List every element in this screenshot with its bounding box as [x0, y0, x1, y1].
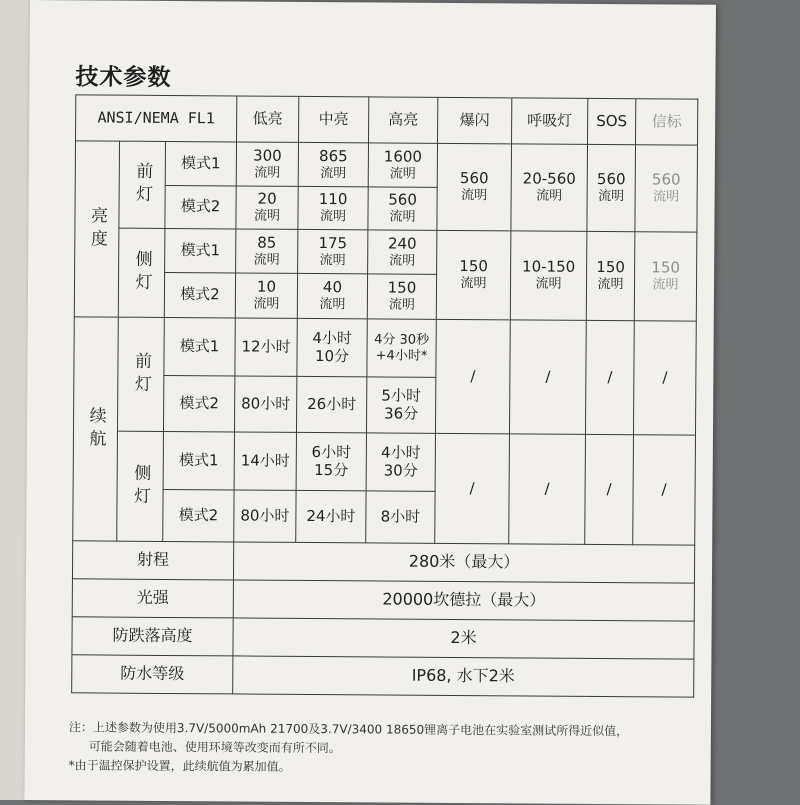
lumen-unit: 流明	[253, 252, 280, 268]
lumen-unit: 流明	[319, 209, 347, 225]
group-runtime: 续航	[73, 317, 119, 541]
lumen-unit: 流明	[253, 208, 281, 224]
lumen-unit: 流明	[460, 276, 487, 292]
na-cell: /	[633, 435, 696, 545]
header-mid: 中亮	[299, 96, 369, 142]
lumen-unit: 流明	[319, 252, 346, 268]
lumen-unit: 流明	[461, 188, 488, 204]
runtime-value: 6小时	[311, 442, 352, 462]
light-front: 前灯	[119, 141, 166, 228]
lumen-value: 10-150	[522, 257, 576, 277]
mode-label: 模式1	[164, 317, 235, 375]
lumen-value: 150	[651, 258, 681, 278]
runtime-value: 4分 30秒	[374, 332, 430, 348]
runtime-value: 10分	[314, 346, 350, 365]
summary-label: 防水等级	[72, 655, 233, 694]
summary-row-intensity	[72, 579, 694, 621]
summary-label: 防跌落高度	[72, 617, 233, 656]
mode-label: 模式2	[163, 375, 234, 431]
lumen-value: 560	[388, 190, 417, 210]
lumen-cell	[634, 232, 697, 321]
runtime-value: 14小时	[234, 432, 296, 490]
lumen-unit: 流明	[320, 165, 347, 181]
footnotes	[69, 718, 709, 779]
summary-row-impact	[72, 617, 694, 659]
header-breathing: 呼吸灯	[512, 98, 588, 145]
lumen-unit: 流明	[598, 189, 625, 205]
group-brightness: 亮度	[74, 141, 119, 317]
lumen-value: 85	[257, 233, 277, 252]
lumen-unit: 流明	[388, 297, 415, 313]
summary-row-waterproof	[72, 655, 694, 697]
summary-row-range	[72, 541, 694, 583]
runtime-value: 15分	[314, 460, 349, 479]
lumen-cell	[298, 229, 368, 273]
runtime-value: 80小时	[234, 490, 296, 542]
lumen-cell	[235, 273, 297, 318]
lumen-unit: 流明	[535, 276, 562, 292]
header-standard: ANSI/NEMA FL1	[76, 95, 237, 142]
runtime-cell	[366, 433, 435, 491]
lumen-cell	[368, 143, 437, 187]
spec-table	[71, 94, 698, 697]
lumen-value: 20	[257, 190, 277, 209]
runtime-cell	[366, 377, 435, 433]
summary-value: 280米（最大）	[233, 542, 694, 583]
mode-label: 模式2	[165, 185, 236, 228]
brightness-front-m1-row	[75, 141, 697, 189]
runtime-cell	[296, 432, 366, 490]
lumen-value: 560	[596, 170, 626, 189]
runtime-value: 4小时	[312, 328, 352, 348]
light-side: 侧灯	[118, 228, 165, 317]
footnote-line: *由于温控保护设置，此续航值为累加值。	[68, 758, 291, 774]
runtime-side-m1-row	[73, 431, 695, 493]
mode-label: 模式1	[165, 228, 236, 272]
lumen-unit: 流明	[597, 277, 624, 293]
lumen-cell	[587, 144, 636, 231]
na-cell: /	[509, 320, 586, 435]
runtime-value: 24小时	[296, 490, 366, 542]
mode-label: 模式1	[165, 141, 236, 185]
lumen-value: 10	[256, 278, 277, 297]
header-row	[76, 95, 698, 145]
lumen-cell	[298, 142, 368, 186]
lumen-unit: 流明	[254, 165, 281, 181]
runtime-value: 26小时	[296, 376, 366, 432]
runtime-value: 8小时	[366, 491, 435, 543]
summary-value: 20000坎德拉（最大）	[233, 580, 694, 621]
mode-label: 模式2	[163, 489, 234, 541]
lumen-value: 150	[596, 258, 626, 277]
manual-page	[24, 0, 716, 805]
mode-label: 模式2	[164, 272, 235, 317]
runtime-value: 80小时	[234, 376, 296, 432]
header-sos: SOS	[588, 98, 636, 144]
header-low: 低亮	[237, 96, 299, 142]
lumen-value: 1600	[383, 147, 423, 166]
lumen-unit: 流明	[389, 166, 416, 182]
lumen-cell	[437, 143, 512, 231]
lumen-unit: 流明	[389, 253, 416, 269]
na-cell: /	[435, 319, 510, 434]
runtime-value: +4小时*	[375, 347, 428, 364]
runtime-value: 30分	[383, 460, 418, 480]
lumen-unit: 流明	[653, 189, 680, 205]
lumen-value: 300	[253, 146, 282, 165]
lumen-cell	[368, 230, 437, 274]
lumen-cell	[436, 230, 511, 320]
lumen-value: 240	[387, 234, 417, 253]
lumen-cell	[635, 145, 698, 232]
runtime-value: 5小时	[381, 386, 422, 405]
lumen-value: 175	[318, 234, 348, 253]
lumen-unit: 流明	[319, 297, 346, 313]
light-front: 前灯	[117, 317, 164, 431]
lumen-unit: 流明	[253, 296, 280, 312]
lumen-value: 20-560	[522, 169, 576, 189]
na-cell: /	[585, 434, 634, 544]
footnote-line: 注：上述参数为使用3.7V/5000mAh 21700及3.7V/3400 18650锂离子电池在实验室测试所得近似值，	[68, 720, 629, 739]
lumen-cell	[236, 142, 298, 186]
summary-label: 射程	[72, 541, 233, 580]
lumen-value: 560	[651, 170, 681, 190]
na-cell: /	[585, 320, 634, 434]
lumen-cell	[297, 273, 367, 318]
runtime-value: 36分	[384, 403, 419, 423]
lumen-value: 150	[387, 278, 417, 298]
runtime-value: 12小时	[235, 318, 297, 376]
lumen-unit: 流明	[389, 209, 416, 225]
brightness-side-m1-row	[75, 228, 697, 276]
lumen-cell	[368, 187, 437, 230]
runtime-front-m1-row	[74, 317, 696, 379]
summary-value: IP68, 水下2米	[233, 656, 694, 697]
lumen-value: 40	[322, 278, 343, 297]
lumen-cell	[510, 231, 587, 321]
lumen-unit: 流明	[536, 188, 563, 204]
mode-label: 模式1	[163, 431, 234, 489]
light-side: 侧灯	[117, 431, 164, 541]
na-cell: /	[509, 434, 586, 545]
summary-label: 光强	[72, 579, 233, 618]
lumen-cell	[511, 144, 588, 232]
lumen-value: 150	[459, 257, 489, 276]
footnote-line: 可能会随着电池、使用环境等改变而有所不同。	[88, 739, 341, 756]
lumen-value: 865	[319, 147, 348, 166]
lumen-cell	[298, 186, 368, 229]
lumen-value: 110	[318, 190, 348, 209]
summary-value: 2米	[233, 618, 694, 659]
lumen-cell	[236, 186, 298, 229]
lumen-cell	[586, 231, 635, 320]
header-high: 高亮	[369, 97, 438, 143]
lumen-value: 560	[459, 169, 489, 188]
na-cell: /	[633, 321, 696, 435]
lumen-unit: 流明	[652, 277, 679, 293]
lumen-cell	[367, 274, 436, 319]
header-strobe: 爆闪	[438, 97, 512, 144]
runtime-value: 4小时	[381, 443, 421, 462]
runtime-cell	[297, 318, 367, 376]
runtime-cell	[367, 319, 436, 377]
page-title: 技术参数	[75, 64, 172, 91]
na-cell: /	[435, 433, 510, 544]
header-beacon: 信标	[636, 99, 698, 145]
lumen-cell	[236, 229, 298, 273]
